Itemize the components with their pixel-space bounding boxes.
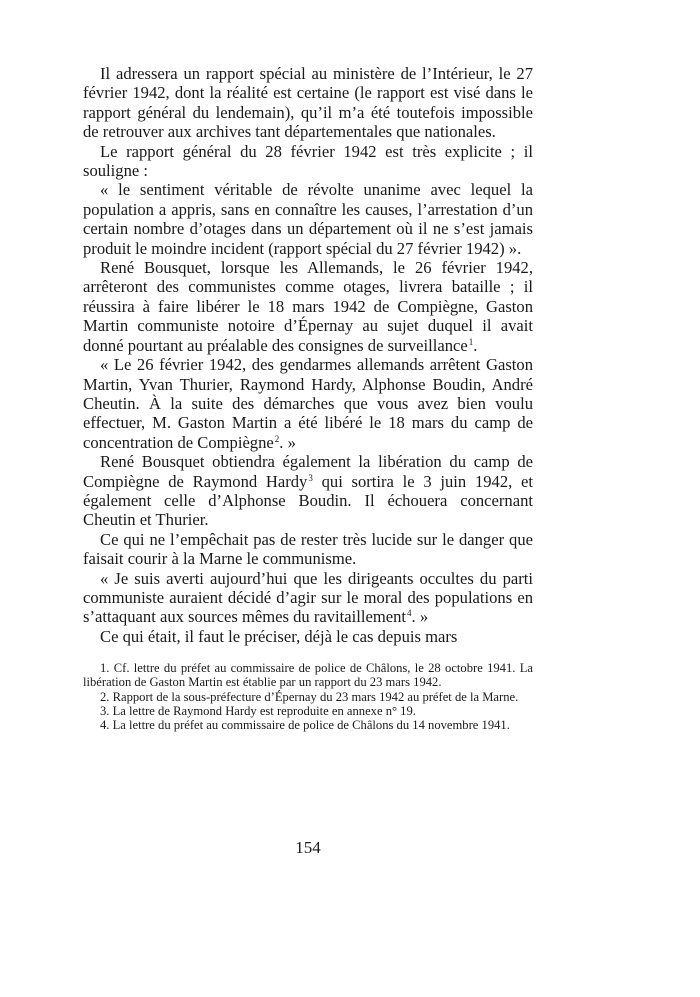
paragraph-end: . »	[279, 432, 296, 452]
paragraph-text: René Bousquet, lorsque les Allemands, le 26 février 1942, arrêteront des communistes comme otages, livrera bataille ; il réussira à faire libérer le 18 mars 1942 de Compiègne, Gaston Martin communiste notoire d’Épernay au sujet duquel il avait donné pourtant au préalable des consignes de surveillance	[83, 258, 533, 355]
page-number: 154	[295, 838, 321, 857]
footnotes	[83, 661, 533, 732]
footnote-ref: 4	[407, 608, 412, 619]
paragraph-text: « Je suis averti aujourd’hui que les dirigeants occultes du parti communiste auraient décidé d’agir sur le moral des populations en s’attaquant aux sources mêmes du ravitaillement	[83, 568, 533, 627]
paragraph-text: « Le 26 février 1942, des gendarmes allemands arrêtent Gaston Martin, Yvan Thurier, Raymond Hardy, Alphonse Boudin, André Cheutin. À la suite des démarches que vous avez bien voulu effectuer, M. Gaston Martin a été libéré le 18 mars du camp de concentration de Compiègne	[83, 355, 533, 452]
paragraph-end: .	[473, 335, 478, 355]
footnote: 1. Cf. lettre du préfet au commissaire de police de Châlons, le 28 octobre 1941. La libération de Gaston Martin est établie par un rapport du 23 mars 1942.	[83, 661, 533, 690]
quoted-paragraph	[83, 355, 533, 452]
footnote: 4. La lettre du préfet au commissaire de police de Châlons du 14 novembre 1941.	[100, 718, 510, 732]
main-text	[83, 64, 533, 646]
paragraph	[83, 452, 533, 530]
footnote-ref: 3	[308, 472, 313, 483]
paragraph-end: . »	[411, 607, 429, 627]
footnote-ref: 2	[274, 433, 280, 444]
paragraph-text: René Bousquet obtiendra également la libération du camp de Compiègne de Raymond Hardy	[83, 452, 533, 491]
paragraph: Il adressera un rapport spécial au ministère de l’Intérieur, le 27 février 1942, dont la réalité est certaine (le rapport est visé dans le rapport général du lendemain), qu’il m’a été toutefois impossible de retrouver aux archives tant départementales que nationales.	[83, 64, 533, 142]
footnote-ref: 1	[468, 336, 474, 347]
footnote: 2. Rapport de la sous-préfecture d’Épernay du 23 mars 1942 au préfet de la Marne.	[100, 689, 519, 704]
paragraph	[83, 258, 533, 355]
quoted-paragraph: « le sentiment véritable de révolte unanime avec lequel la population a appris, sans en connaître les causes, l’arrestation d’un certain nombre d’otages dans un département où il ne s’est jamais produit le moindre incident (rapport spécial du 27 février 1942) ».	[83, 180, 533, 258]
paragraph: Ce qui ne l’empêchait pas de rester très lucide sur le danger que faisait courir à la Marne le communisme.	[83, 529, 533, 569]
footnote: 3. La lettre de Raymond Hardy est reproduite en annexe n° 19.	[100, 703, 416, 718]
book-page	[83, 64, 533, 857]
quoted-paragraph	[83, 569, 533, 627]
paragraph: Ce qui était, il faut le préciser, déjà le cas depuis mars	[100, 626, 458, 646]
paragraph-text: qui sortira le 3 juin 1942, et également celle d’Alphonse Boudin. Il échouera concernant Cheutin et Thurier.	[83, 471, 533, 530]
paragraph: Le rapport général du 28 février 1942 est très explicite ; il souligne :	[83, 141, 533, 181]
